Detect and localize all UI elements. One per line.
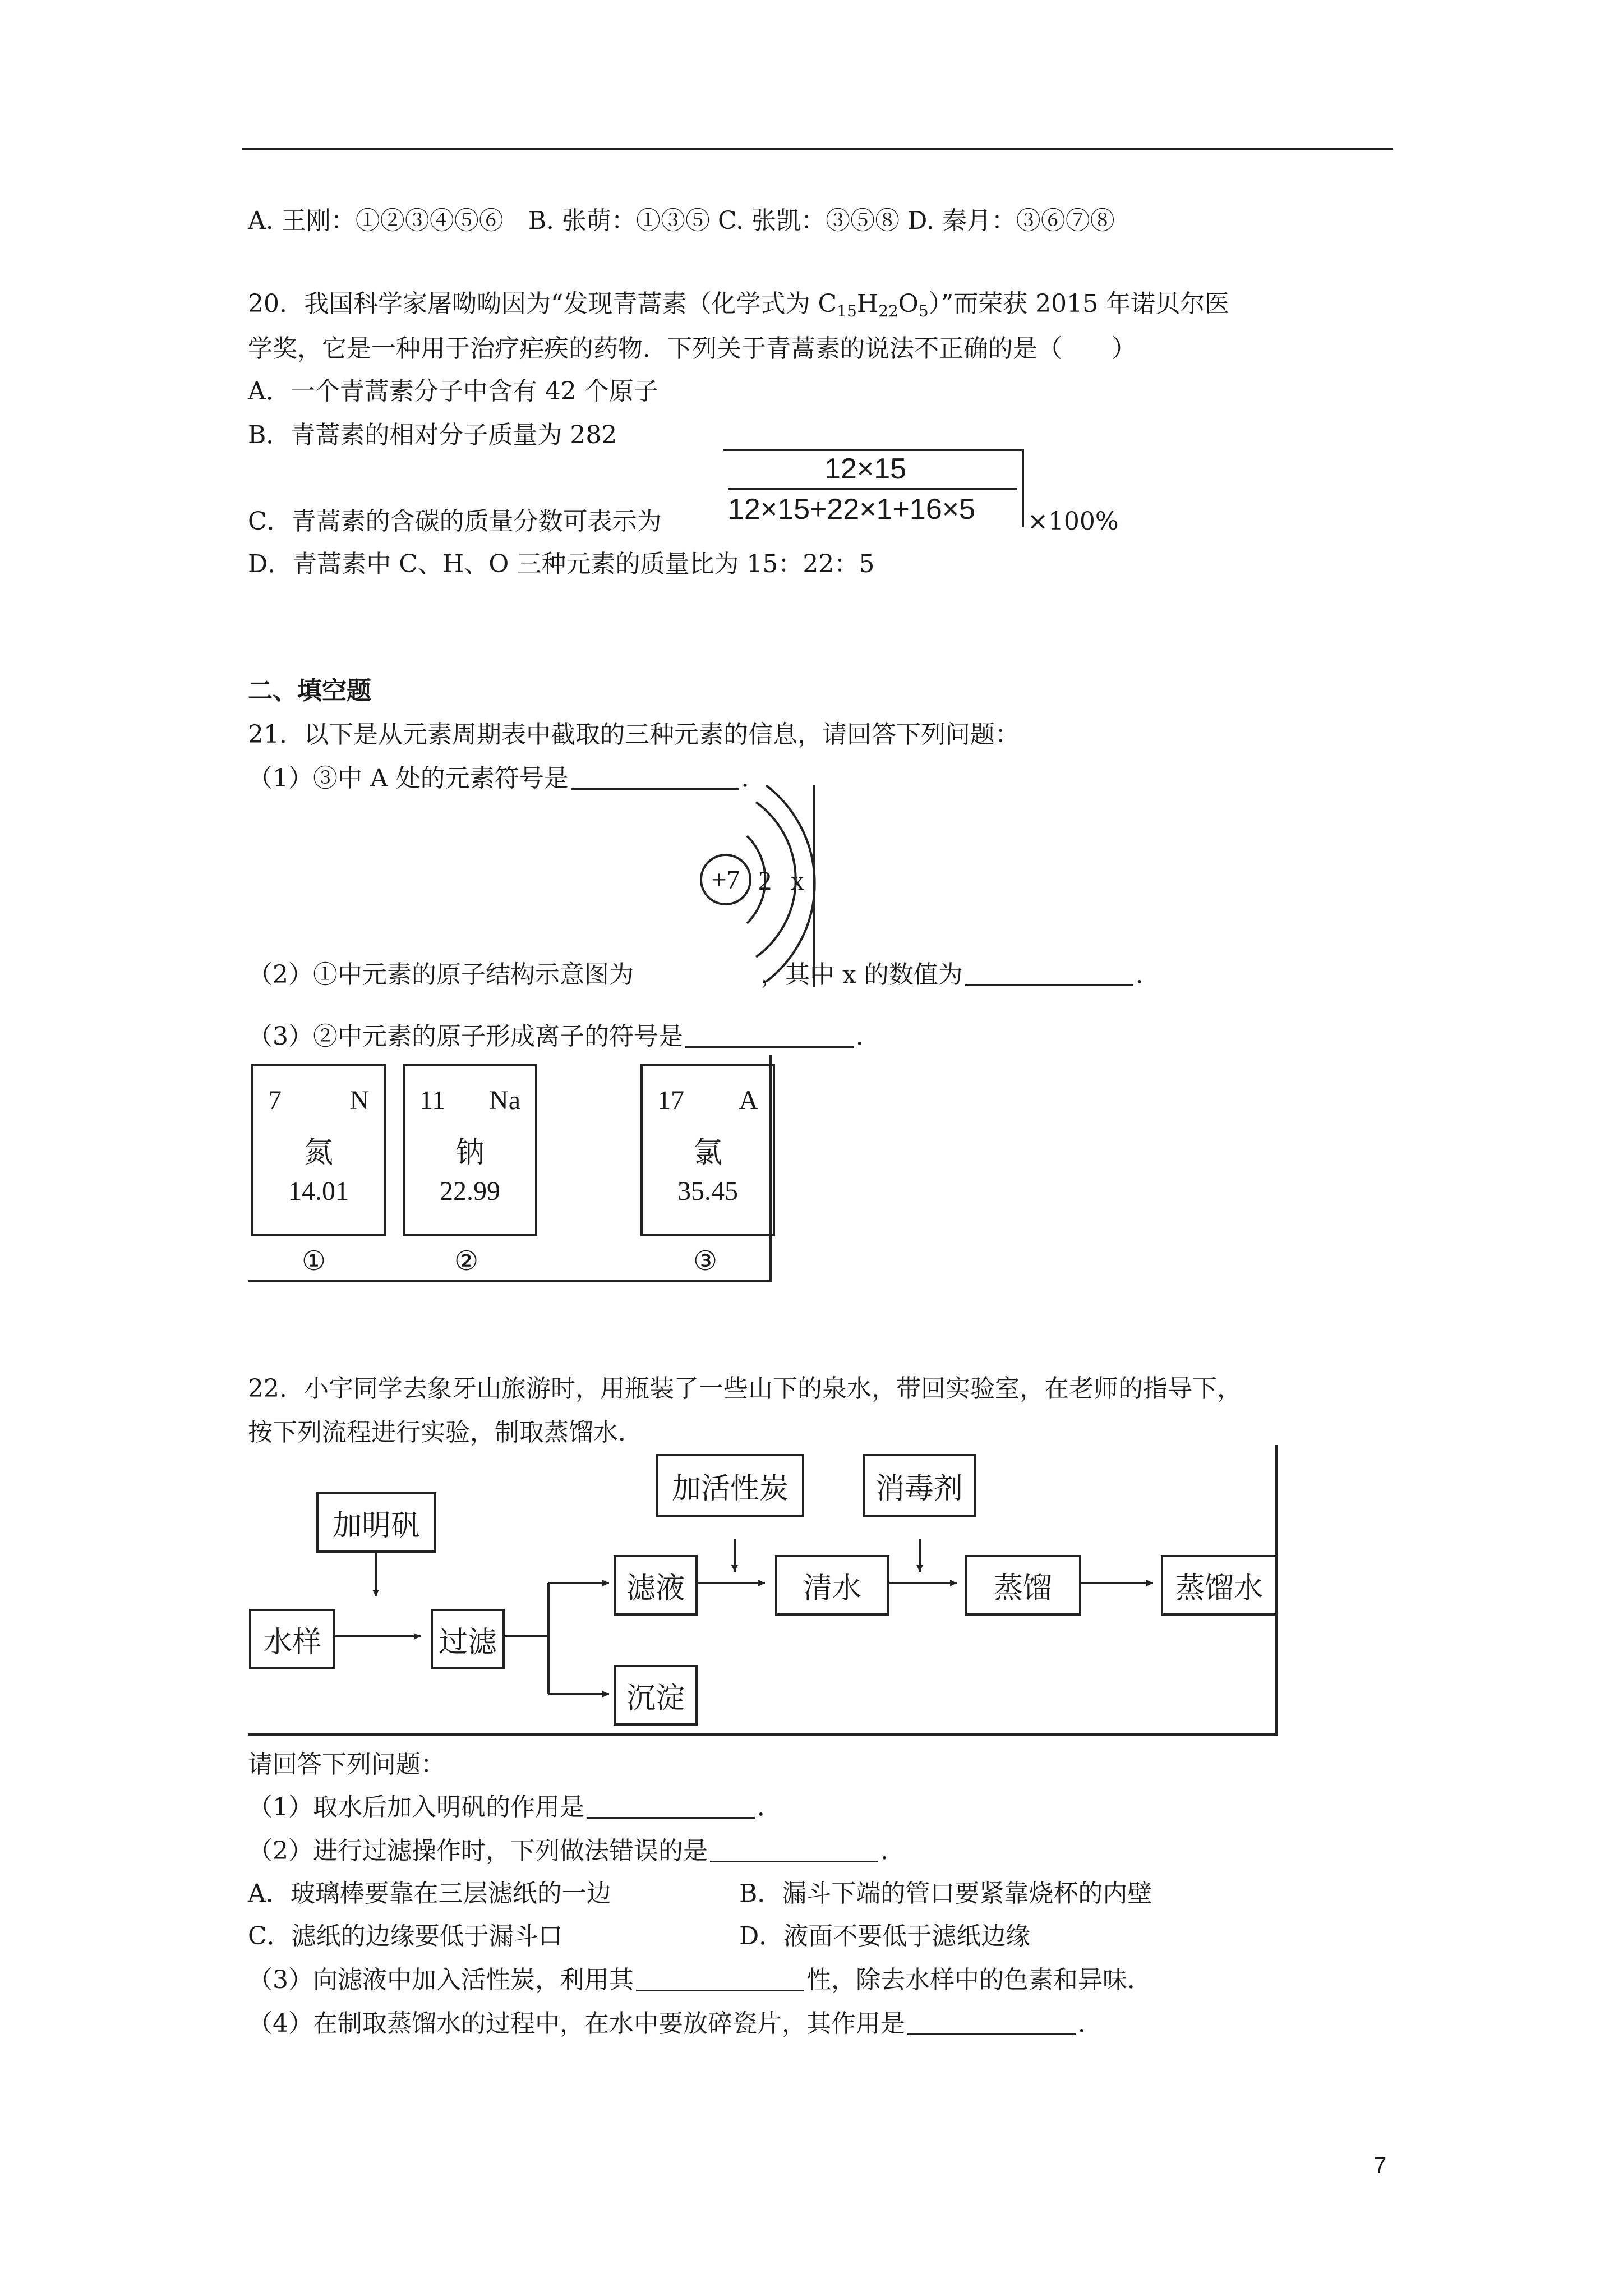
fraction-numerator: 12×15 xyxy=(824,453,907,485)
header-rule xyxy=(242,148,1393,150)
box-sample: 水样 xyxy=(249,1609,335,1669)
box-alum: 加明矾 xyxy=(316,1492,436,1553)
box-disinfectant: 消毒剂 xyxy=(863,1454,976,1517)
atomic-number: 11 xyxy=(419,1085,446,1115)
q22-part4-end: ． xyxy=(1078,2009,1103,2038)
distillation-flow-diagram xyxy=(248,1445,1280,1737)
atomic-mass: 35.45 xyxy=(677,1176,738,1206)
element-cards-figure xyxy=(248,1055,775,1285)
q21-part3 xyxy=(248,1020,880,1053)
carbon-fraction-formula xyxy=(723,449,1024,527)
card-label: ① xyxy=(302,1245,326,1277)
q22-part1-end: ． xyxy=(757,1793,782,1821)
nucleus-charge: +7 xyxy=(711,865,740,895)
q20-stem-a: 20．我国科学家屠呦呦因为“发现青蒿素（化学式为 C xyxy=(248,289,837,318)
answer-blank[interactable] xyxy=(965,960,1133,986)
q22-part1-text: （1）取水后加入明矾的作用是 xyxy=(248,1793,584,1821)
q20-option-a: A．一个青蒿素分子中含有 42 个原子 xyxy=(248,377,658,406)
q21-part2 xyxy=(248,958,1160,992)
q22-prompt: 请回答下列问题： xyxy=(248,1750,445,1779)
q22-stem-line1: 22．小宇同学去象牙山旅游时，用瓶装了一些山下的泉水，带回实验室，在老师的指导下， xyxy=(248,1374,1242,1403)
element-symbol: Na xyxy=(489,1085,520,1115)
atom-structure-diagram xyxy=(693,785,817,987)
card-label: ② xyxy=(454,1245,479,1277)
q22-option-b: B．漏斗下端的管口要紧靠烧杯的内壁 xyxy=(739,1879,1152,1908)
q21-part3-text: （3）②中元素的原子形成离子的符号是 xyxy=(248,1022,683,1051)
subscript-c: 15 xyxy=(837,302,857,320)
q22-part2-text: （2）进行过滤操作时，下列做法错误的是 xyxy=(248,1837,708,1865)
q22-stem-line2: 按下列流程进行实验，制取蒸馏水． xyxy=(248,1418,643,1447)
q21-part1 xyxy=(248,762,766,795)
q22-option-a: A．玻璃棒要靠在三层滤纸的一边 xyxy=(248,1879,611,1908)
element-name: 氮 xyxy=(303,1136,333,1170)
subscript-o: 5 xyxy=(918,302,929,320)
fraction-bar xyxy=(728,488,1017,490)
q22-part1 xyxy=(248,1791,782,1824)
atomic-mass: 14.01 xyxy=(288,1176,349,1206)
answer-blank[interactable] xyxy=(636,1965,804,1991)
q21-part1-text: （1）③中 A 处的元素符号是 xyxy=(248,764,569,793)
q21-stem: 21．以下是从元素周期表中截取的三种元素的信息，请回答下列问题： xyxy=(248,720,1020,749)
q21-part2-text-a: （2）①中元素的原子结构示意图为 xyxy=(248,960,634,989)
q20-stem-line2: 学奖，它是一种用于治疗疟疾的药物．下列关于青蒿素的说法不正确的是（ ） xyxy=(248,334,1136,363)
q20-option-b: B．青蒿素的相对分子质量为 282 xyxy=(248,421,617,449)
q19-options: A. 王刚：①②③④⑤⑥ B. 张萌：①③⑤ C. 张凯：③⑤⑧ D. 秦月：③⑥⑦⑧ xyxy=(248,206,1115,235)
q21-part2-end: ． xyxy=(1135,960,1160,989)
cards-bottom-rule xyxy=(248,1280,772,1282)
formula-o: O xyxy=(898,289,919,318)
answer-blank[interactable] xyxy=(587,1792,755,1819)
element-card-sodium xyxy=(403,1064,537,1236)
element-name: 氯 xyxy=(693,1136,722,1170)
q22-part2-end: ． xyxy=(880,1837,905,1865)
q22-part2 xyxy=(248,1834,905,1868)
q22-part3 xyxy=(248,1963,1152,1997)
q21-part1-end: ． xyxy=(741,764,766,793)
shell1-electrons: 2 xyxy=(758,866,772,896)
q20-stem xyxy=(248,287,1229,328)
section-title: 二、填空题 xyxy=(248,677,371,705)
q22-option-d: D．液面不要低于滤纸边缘 xyxy=(739,1922,1031,1950)
page-number: 7 xyxy=(1374,2153,1387,2178)
element-symbol: A xyxy=(739,1085,758,1115)
q21-part3-end: ． xyxy=(856,1022,880,1051)
formula-h: H xyxy=(856,289,879,318)
element-symbol: N xyxy=(349,1085,369,1115)
answer-blank[interactable] xyxy=(710,1836,878,1862)
subscript-h: 22 xyxy=(878,302,898,320)
q21-part2-text-b: ，其中 x 的数值为 xyxy=(760,960,963,989)
answer-blank[interactable] xyxy=(685,1022,854,1048)
fraction-tail: ×100% xyxy=(1027,507,1119,536)
q20-stem-b: ）”而荣获 2015 年诺贝尔医 xyxy=(928,289,1230,318)
card-label: ③ xyxy=(693,1245,718,1277)
q20-option-c: C．青蒿素的含碳的质量分数可表示为 xyxy=(248,507,662,536)
atomic-number: 17 xyxy=(657,1085,684,1115)
box-filtrate: 滤液 xyxy=(614,1555,698,1616)
answer-blank[interactable] xyxy=(907,2009,1076,2035)
box-clear-water: 清水 xyxy=(775,1555,889,1616)
fraction-right-rule xyxy=(1022,449,1024,527)
box-distilled-water: 蒸馏水 xyxy=(1161,1555,1278,1616)
shell2-electrons: x xyxy=(791,866,804,896)
box-precipitate: 沉淀 xyxy=(614,1665,698,1726)
q22-part3-text-a: （3）向滤液中加入活性炭，利用其 xyxy=(248,1966,634,1994)
atomic-mass: 22.99 xyxy=(440,1176,500,1206)
q22-option-c: C．滤纸的边缘要低于漏斗口 xyxy=(248,1922,563,1950)
box-distill: 蒸馏 xyxy=(965,1555,1081,1616)
box-filter: 过滤 xyxy=(431,1609,505,1669)
fraction-denominator: 12×15+22×1+16×5 xyxy=(728,493,976,526)
q22-part3-text-b: 性，除去水样中的色素和异味． xyxy=(806,1966,1152,1994)
box-activated-carbon: 加活性炭 xyxy=(656,1454,804,1517)
element-card-chlorine xyxy=(640,1064,775,1236)
q22-part4 xyxy=(248,2007,1103,2041)
element-card-nitrogen xyxy=(251,1064,386,1236)
element-name: 钠 xyxy=(455,1136,485,1170)
q20-option-d: D．青蒿素中 C、H、O 三种元素的质量比为 15：22：5 xyxy=(248,550,875,578)
fraction-top-rule xyxy=(723,449,1022,451)
atomic-number: 7 xyxy=(268,1085,282,1115)
q22-part4-text: （4）在制取蒸馏水的过程中，在水中要放碎瓷片，其作用是 xyxy=(248,2009,905,2038)
